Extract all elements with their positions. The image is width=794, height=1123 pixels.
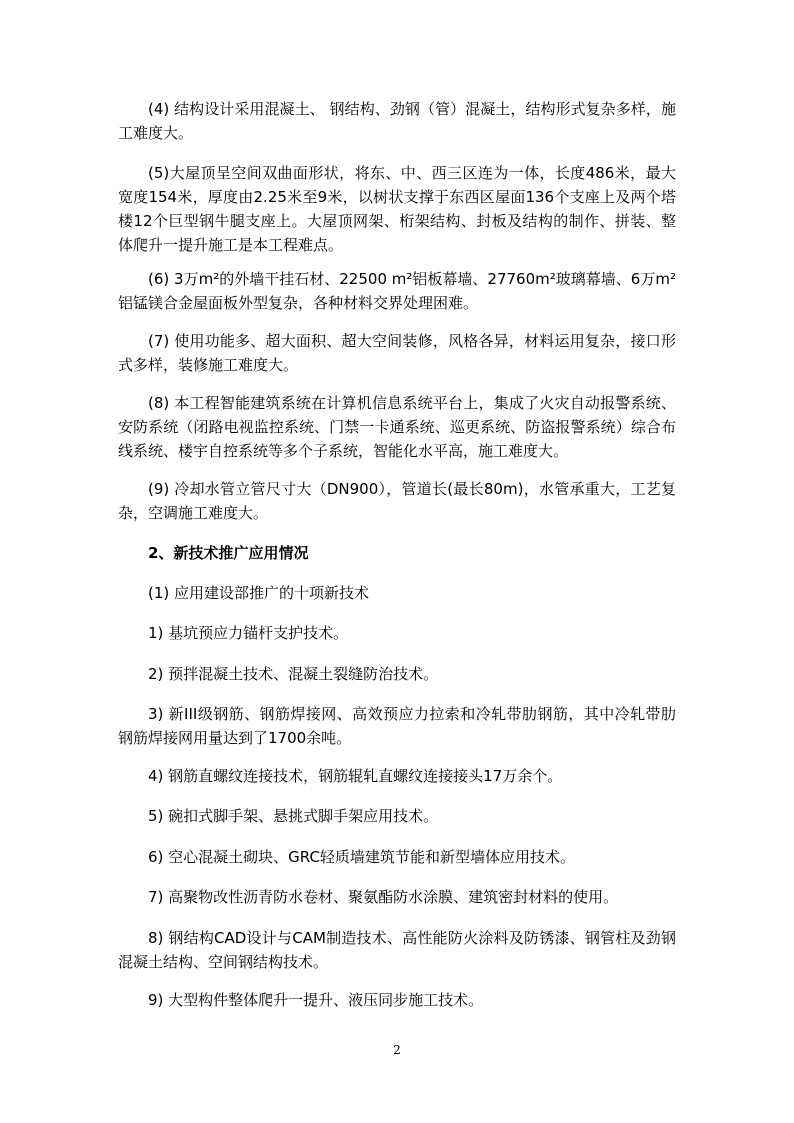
list-item-8: 8) 钢结构CAD设计与CAM制造技术、高性能防火涂料及防锈漆、钢管柱及劲钢混凝土结构、空间钢结构技术。 bbox=[118, 929, 676, 971]
section-heading: 2、新技术推广应用情况 bbox=[148, 544, 309, 562]
paragraph-item-4: (4) 结构设计采用混凝土、 钢结构、劲钢（管）混凝土，结构形式复杂多样，施工难度大。 bbox=[118, 100, 676, 142]
paragraph-item-7: (7) 使用功能多、超大面积、超大空间装修，风格各异，材料运用复杂，接口形式多样，装修施工难度大。 bbox=[118, 332, 676, 374]
list-item-3: 3) 新III级钢筋、钢筋焊接网、高效预应力拉索和冷轧带肋钢筋，其中冷轧带肋钢筋焊接网用量达到了1700余吨。 bbox=[118, 705, 676, 747]
list-item-2: 2) 预拌混凝土技术、混凝土裂缝防治技术。 bbox=[148, 665, 439, 683]
page-number: 2 bbox=[393, 1043, 401, 1057]
paragraph-item-6: (6) 3万m²的外墙干挂石材、22500 m²铝板幕墙、27760m²玻璃幕墙、6万m²铝锰镁合金屋面板外型复杂，各种材料交界处理困难。 bbox=[118, 270, 676, 312]
list-item-7: 7) 高聚物改性沥青防水卷材、聚氨酯防水涂膜、建筑密封材料的使用。 bbox=[148, 888, 619, 906]
list-item-5: 5) 碗扣式脚手架、悬挑式脚手架应用技术。 bbox=[148, 807, 439, 825]
list-item-6: 6) 空心混凝土砌块、GRC轻质墙建筑节能和新型墙体应用技术。 bbox=[148, 848, 575, 866]
subsection-heading: (1) 应用建设部推广的十项新技术 bbox=[148, 584, 370, 602]
list-item-4: 4) 钢筋直螺纹连接技术，钢筋辊轧直螺纹连接接头17万余个。 bbox=[148, 767, 563, 785]
list-item-9: 9) 大型构件整体爬升一提升、液压同步施工技术。 bbox=[148, 991, 484, 1009]
paragraph-item-8: (8) 本工程智能建筑系统在计算机信息系统平台上，集成了火灾自动报警系统、安防系统（闭路电视监控系统、门禁一卡通系统、巡更系统、防盗报警系统）综合布线系统、楼宇自控系统等多个子系统，智能化水平高，施工难度大。 bbox=[118, 394, 676, 460]
paragraph-item-9: (9) 冷却水管立管尺寸大（DN900），管道长(最长80m)，水管承重大，工艺复杂，空调施工难度大。 bbox=[118, 480, 676, 522]
paragraph-item-5: (5)大屋顶呈空间双曲面形状，将东、中、西三区连为一体，长度486米，最大宽度154米，厚度由2.25米至9米，以树状支撑于东西区屋面136个支座上及两个塔楼12个巨型钢牛腿支座上。大屋顶网架、桁架结构、封板及结构的制作、拼装、整体爬升一提升施工是本工程难点。 bbox=[118, 164, 676, 254]
list-item-1: 1) 基坑预应力锚杆支护技术。 bbox=[148, 624, 349, 642]
